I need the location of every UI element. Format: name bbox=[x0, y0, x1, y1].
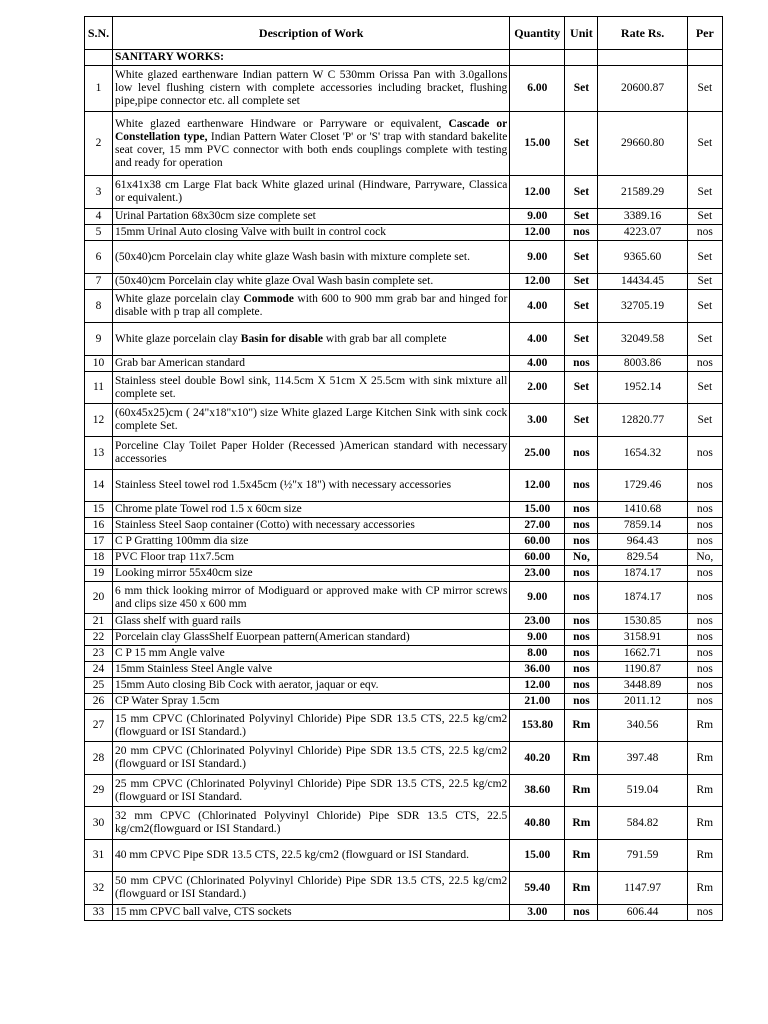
table-row bbox=[85, 241, 723, 274]
row-quantity: 40.20 bbox=[510, 742, 565, 775]
row-sn: 22 bbox=[85, 630, 113, 646]
row-per: nos bbox=[687, 662, 722, 678]
table-row bbox=[85, 66, 723, 112]
table-row bbox=[85, 550, 723, 566]
row-unit: nos bbox=[565, 678, 598, 694]
row-per: nos bbox=[687, 437, 722, 470]
table-row bbox=[85, 290, 723, 323]
description-text: 15mm Stainless Steel Angle valve bbox=[115, 663, 273, 675]
table-row bbox=[85, 404, 723, 437]
row-unit: Set bbox=[565, 241, 598, 274]
row-quantity: 60.00 bbox=[510, 534, 565, 550]
row-unit: Rm bbox=[565, 872, 598, 905]
description-bold-text: Cascade or Constellation type, bbox=[115, 117, 508, 143]
row-per: Set bbox=[687, 323, 722, 356]
description-text: Grab bar American standard bbox=[115, 357, 245, 369]
row-per: Set bbox=[687, 209, 722, 225]
row-sn: 33 bbox=[85, 905, 113, 921]
header-quantity: Quantity bbox=[510, 17, 565, 50]
row-description bbox=[113, 872, 510, 905]
row-per: Set bbox=[687, 241, 722, 274]
table-body bbox=[85, 50, 723, 921]
description-text: Porcelain clay GlassShelf Euorpean pattern(American standard) bbox=[115, 631, 410, 643]
description-text: Stainless steel double Bowl sink, 114.5cm X 51cm X 25.5cm with sink mixture all complete set. bbox=[115, 374, 508, 400]
header-description: Description of Work bbox=[113, 17, 510, 50]
row-description bbox=[113, 566, 510, 582]
description-text: Porceline Clay Toilet Paper Holder (Recessed )American standard with necessary accessories bbox=[115, 440, 508, 465]
row-quantity: 15.00 bbox=[510, 840, 565, 872]
row-quantity: 15.00 bbox=[510, 502, 565, 518]
description-text: Stainless Steel towel rod 1.5x45cm (½"x 18") with necessary accessories bbox=[115, 479, 452, 491]
table-row bbox=[85, 112, 723, 176]
row-quantity: 59.40 bbox=[510, 872, 565, 905]
description-text: Stainless Steel Saop container (Cotto) with necessary accessories bbox=[115, 519, 415, 531]
description-text: White glaze porcelain clay bbox=[115, 293, 244, 305]
row-quantity: 12.00 bbox=[510, 470, 565, 502]
row-rate: 519.04 bbox=[598, 775, 687, 807]
row-sn: 15 bbox=[85, 502, 113, 518]
row-rate: 1729.46 bbox=[598, 470, 687, 502]
row-description bbox=[113, 534, 510, 550]
description-text: (60x45x25)cm ( 24"x18"x10") size White glazed Large Kitchen Sink with sink cock complete Set. bbox=[115, 407, 508, 432]
row-per: Set bbox=[687, 290, 722, 323]
table-row bbox=[85, 662, 723, 678]
description-text: 15mm Auto closing Bib Cock with aerator, jaquar or eqv. bbox=[115, 679, 379, 691]
description-text: (50x40)cm Porcelain clay white glaze Wash basin with mixture complete set. bbox=[115, 250, 470, 263]
row-per: Rm bbox=[687, 840, 722, 872]
table-row bbox=[85, 905, 723, 921]
row-rate: 8003.86 bbox=[598, 356, 687, 372]
row-rate: 9365.60 bbox=[598, 241, 687, 274]
row-sn: 25 bbox=[85, 678, 113, 694]
description-bold-text: Commode bbox=[243, 293, 294, 305]
row-per: Rm bbox=[687, 742, 722, 775]
row-unit: nos bbox=[565, 518, 598, 534]
description-text: Urinal Partation 68x30cm size complete set bbox=[115, 210, 316, 222]
row-unit: nos bbox=[565, 582, 598, 614]
row-per: Set bbox=[687, 404, 722, 437]
row-description bbox=[113, 694, 510, 710]
description-text: with grab bar all complete bbox=[323, 332, 447, 345]
table-row bbox=[85, 518, 723, 534]
table-row bbox=[85, 356, 723, 372]
row-unit: Set bbox=[565, 372, 598, 404]
description-text: White glazed earthenware Hindware or Parryware or equivalent, bbox=[115, 117, 449, 130]
table-row bbox=[85, 614, 723, 630]
row-rate: 3389.16 bbox=[598, 209, 687, 225]
row-rate: 1530.85 bbox=[598, 614, 687, 630]
row-quantity: 3.00 bbox=[510, 404, 565, 437]
row-rate: 2011.12 bbox=[598, 694, 687, 710]
header-row bbox=[85, 17, 723, 50]
row-rate: 4223.07 bbox=[598, 225, 687, 241]
row-sn: 19 bbox=[85, 566, 113, 582]
row-per: Rm bbox=[687, 775, 722, 807]
row-sn: 1 bbox=[85, 66, 113, 112]
row-quantity: 12.00 bbox=[510, 678, 565, 694]
row-unit: Rm bbox=[565, 742, 598, 775]
row-description bbox=[113, 241, 510, 274]
table-row bbox=[85, 582, 723, 614]
row-rate: 1952.14 bbox=[598, 372, 687, 404]
row-sn: 18 bbox=[85, 550, 113, 566]
description-text: (50x40)cm Porcelain clay white glaze Oval Wash basin complete set. bbox=[115, 275, 434, 287]
row-per: Rm bbox=[687, 710, 722, 742]
row-rate: 1874.17 bbox=[598, 582, 687, 614]
row-quantity: 23.00 bbox=[510, 566, 565, 582]
row-unit: Set bbox=[565, 66, 598, 112]
row-unit: Rm bbox=[565, 840, 598, 872]
table-row bbox=[85, 694, 723, 710]
row-sn: 10 bbox=[85, 356, 113, 372]
header-per: Per bbox=[687, 17, 722, 50]
row-unit: nos bbox=[565, 356, 598, 372]
row-per: nos bbox=[687, 518, 722, 534]
row-unit: Rm bbox=[565, 807, 598, 840]
row-description bbox=[113, 323, 510, 356]
row-description bbox=[113, 550, 510, 566]
row-unit: Set bbox=[565, 290, 598, 323]
row-per: nos bbox=[687, 646, 722, 662]
row-sn: 27 bbox=[85, 710, 113, 742]
row-sn: 17 bbox=[85, 534, 113, 550]
table-header bbox=[85, 17, 723, 50]
row-sn: 32 bbox=[85, 872, 113, 905]
row-unit: No, bbox=[565, 550, 598, 566]
row-sn: 23 bbox=[85, 646, 113, 662]
row-unit: nos bbox=[565, 437, 598, 470]
row-description bbox=[113, 710, 510, 742]
description-text: 15mm Urinal Auto closing Valve with built in control cock bbox=[115, 226, 386, 238]
description-text: Chrome plate Towel rod 1.5 x 60cm size bbox=[115, 503, 302, 515]
row-description bbox=[113, 775, 510, 807]
row-description bbox=[113, 614, 510, 630]
table-row bbox=[85, 678, 723, 694]
row-description bbox=[113, 742, 510, 775]
row-sn: 14 bbox=[85, 470, 113, 502]
row-per: Set bbox=[687, 66, 722, 112]
row-per: nos bbox=[687, 614, 722, 630]
row-description bbox=[113, 176, 510, 209]
row-rate: 1654.32 bbox=[598, 437, 687, 470]
row-sn: 16 bbox=[85, 518, 113, 534]
header-sn: S.N. bbox=[85, 17, 113, 50]
row-sn: 28 bbox=[85, 742, 113, 775]
row-quantity: 153.80 bbox=[510, 710, 565, 742]
description-text: 15 mm CPVC ball valve, CTS sockets bbox=[115, 906, 292, 918]
row-unit: nos bbox=[565, 534, 598, 550]
row-per: nos bbox=[687, 694, 722, 710]
row-description bbox=[113, 582, 510, 614]
row-quantity: 23.00 bbox=[510, 614, 565, 630]
row-quantity: 4.00 bbox=[510, 323, 565, 356]
row-quantity: 4.00 bbox=[510, 356, 565, 372]
row-quantity: 4.00 bbox=[510, 290, 565, 323]
row-per: nos bbox=[687, 534, 722, 550]
row-unit: Set bbox=[565, 209, 598, 225]
table-row bbox=[85, 775, 723, 807]
row-sn: 13 bbox=[85, 437, 113, 470]
row-unit: nos bbox=[565, 225, 598, 241]
row-per: Set bbox=[687, 176, 722, 209]
description-text: 61x41x38 cm Large Flat back White glazed urinal (Hindware, Parryware, Classica or equivalent.) bbox=[115, 179, 508, 204]
row-per: nos bbox=[687, 356, 722, 372]
row-rate: 791.59 bbox=[598, 840, 687, 872]
row-quantity: 9.00 bbox=[510, 630, 565, 646]
description-text: 50 mm CPVC (Chlorinated Polyvinyl Chloride) Pipe SDR 13.5 CTS, 22.5 kg/cm2 (flowguard or ISI Standard.) bbox=[115, 875, 508, 900]
row-quantity: 15.00 bbox=[510, 112, 565, 176]
row-rate: 964.43 bbox=[598, 534, 687, 550]
row-unit: nos bbox=[565, 566, 598, 582]
description-text: 20 mm CPVC (Chlorinated Polyvinyl Chloride) Pipe SDR 13.5 CTS, 22.5 kg/cm2 (flowguard or ISI Standard.) bbox=[115, 745, 508, 770]
row-per: Set bbox=[687, 274, 722, 290]
row-unit: Set bbox=[565, 404, 598, 437]
description-text: 6 mm thick looking mirror of Modiguard or approved make with CP mirror screws and clips size 450 x 600 mm bbox=[115, 584, 508, 610]
description-text: White glaze porcelain clay bbox=[115, 332, 241, 345]
row-description bbox=[113, 372, 510, 404]
row-per: nos bbox=[687, 566, 722, 582]
row-rate: 340.56 bbox=[598, 710, 687, 742]
row-sn: 12 bbox=[85, 404, 113, 437]
section-qty-cell bbox=[510, 50, 565, 66]
row-description bbox=[113, 225, 510, 241]
row-description bbox=[113, 470, 510, 502]
row-description bbox=[113, 66, 510, 112]
row-per: Set bbox=[687, 112, 722, 176]
row-sn: 30 bbox=[85, 807, 113, 840]
row-rate: 7859.14 bbox=[598, 518, 687, 534]
description-text: C P Gratting 100mm dia size bbox=[115, 535, 249, 547]
section-unit-cell bbox=[565, 50, 598, 66]
row-unit: nos bbox=[565, 470, 598, 502]
row-rate: 29660.80 bbox=[598, 112, 687, 176]
row-sn: 11 bbox=[85, 372, 113, 404]
row-rate: 829.54 bbox=[598, 550, 687, 566]
bill-of-quantities-table bbox=[84, 16, 723, 921]
row-unit: nos bbox=[565, 646, 598, 662]
table-row bbox=[85, 872, 723, 905]
row-rate: 20600.87 bbox=[598, 66, 687, 112]
row-per: nos bbox=[687, 905, 722, 921]
table-row bbox=[85, 566, 723, 582]
row-sn: 3 bbox=[85, 176, 113, 209]
row-rate: 1147.97 bbox=[598, 872, 687, 905]
row-rate: 397.48 bbox=[598, 742, 687, 775]
row-unit: nos bbox=[565, 694, 598, 710]
table-row bbox=[85, 274, 723, 290]
row-description bbox=[113, 646, 510, 662]
table-row bbox=[85, 437, 723, 470]
row-per: nos bbox=[687, 502, 722, 518]
table-row bbox=[85, 646, 723, 662]
section-title: SANITARY WORKS: bbox=[113, 50, 510, 66]
row-unit: nos bbox=[565, 905, 598, 921]
row-quantity: 3.00 bbox=[510, 905, 565, 921]
row-sn: 26 bbox=[85, 694, 113, 710]
row-description bbox=[113, 112, 510, 176]
row-quantity: 2.00 bbox=[510, 372, 565, 404]
row-unit: Rm bbox=[565, 710, 598, 742]
table-row bbox=[85, 209, 723, 225]
row-rate: 12820.77 bbox=[598, 404, 687, 437]
description-text: Looking mirror 55x40cm size bbox=[115, 567, 253, 579]
row-description bbox=[113, 518, 510, 534]
row-sn: 8 bbox=[85, 290, 113, 323]
row-rate: 32049.58 bbox=[598, 323, 687, 356]
row-quantity: 38.60 bbox=[510, 775, 565, 807]
row-per: No, bbox=[687, 550, 722, 566]
description-text: Indian Pattern Water Closet 'P' or 'S' trap with standard bakelite seat cover, 15 mm PVC connector with both ends couplings complete with testing and ready for operation bbox=[115, 130, 508, 169]
table-row bbox=[85, 176, 723, 209]
row-quantity: 25.00 bbox=[510, 437, 565, 470]
row-sn: 29 bbox=[85, 775, 113, 807]
row-quantity: 27.00 bbox=[510, 518, 565, 534]
table-row bbox=[85, 470, 723, 502]
row-description bbox=[113, 840, 510, 872]
section-row bbox=[85, 50, 723, 66]
row-quantity: 8.00 bbox=[510, 646, 565, 662]
row-sn: 9 bbox=[85, 323, 113, 356]
description-text: 40 mm CPVC Pipe SDR 13.5 CTS, 22.5 kg/cm2 (flowguard or ISI Standard. bbox=[115, 849, 469, 861]
description-text: Glass shelf with guard rails bbox=[115, 615, 241, 627]
row-description bbox=[113, 807, 510, 840]
row-quantity: 21.00 bbox=[510, 694, 565, 710]
table-row bbox=[85, 807, 723, 840]
row-description bbox=[113, 630, 510, 646]
row-per: nos bbox=[687, 678, 722, 694]
row-sn: 20 bbox=[85, 582, 113, 614]
row-quantity: 36.00 bbox=[510, 662, 565, 678]
row-unit: nos bbox=[565, 662, 598, 678]
description-text: PVC Floor trap 11x7.5cm bbox=[115, 551, 235, 563]
row-sn: 2 bbox=[85, 112, 113, 176]
row-description bbox=[113, 404, 510, 437]
row-rate: 3448.89 bbox=[598, 678, 687, 694]
row-unit: Rm bbox=[565, 775, 598, 807]
description-text: 15 mm CPVC (Chlorinated Polyvinyl Chloride) Pipe SDR 13.5 CTS, 22.5 kg/cm2 (flowguard or ISI Standard.) bbox=[115, 712, 508, 738]
row-per: Rm bbox=[687, 872, 722, 905]
section-rate-cell bbox=[598, 50, 687, 66]
table-row bbox=[85, 372, 723, 404]
row-quantity: 9.00 bbox=[510, 209, 565, 225]
row-description bbox=[113, 678, 510, 694]
row-quantity: 12.00 bbox=[510, 274, 565, 290]
row-description bbox=[113, 356, 510, 372]
description-text: with 600 to 900 mm grab bar and hinged for disable with p trap all complete. bbox=[115, 293, 508, 318]
row-description bbox=[113, 290, 510, 323]
section-per-cell bbox=[687, 50, 722, 66]
row-rate: 1874.17 bbox=[598, 566, 687, 582]
row-rate: 606.44 bbox=[598, 905, 687, 921]
row-description bbox=[113, 502, 510, 518]
row-per: nos bbox=[687, 470, 722, 502]
row-description bbox=[113, 209, 510, 225]
row-sn: 4 bbox=[85, 209, 113, 225]
row-description bbox=[113, 662, 510, 678]
table-row bbox=[85, 630, 723, 646]
table-row bbox=[85, 323, 723, 356]
description-text: C P 15 mm Angle valve bbox=[115, 647, 225, 659]
row-unit: nos bbox=[565, 630, 598, 646]
row-sn: 7 bbox=[85, 274, 113, 290]
row-rate: 3158.91 bbox=[598, 630, 687, 646]
row-unit: Set bbox=[565, 176, 598, 209]
description-text: 25 mm CPVC (Chlorinated Polyvinyl Chloride) Pipe SDR 13.5 CTS, 22.5 kg/cm2 (flowguard or ISI Standard. bbox=[115, 777, 508, 803]
table-row bbox=[85, 742, 723, 775]
table-row bbox=[85, 534, 723, 550]
row-rate: 1410.68 bbox=[598, 502, 687, 518]
table-row bbox=[85, 225, 723, 241]
table-row bbox=[85, 710, 723, 742]
row-per: Rm bbox=[687, 807, 722, 840]
row-per: nos bbox=[687, 582, 722, 614]
table-row bbox=[85, 502, 723, 518]
row-rate: 1190.87 bbox=[598, 662, 687, 678]
row-per: nos bbox=[687, 630, 722, 646]
row-sn: 6 bbox=[85, 241, 113, 274]
row-sn: 5 bbox=[85, 225, 113, 241]
row-sn: 21 bbox=[85, 614, 113, 630]
row-unit: Set bbox=[565, 323, 598, 356]
row-rate: 1662.71 bbox=[598, 646, 687, 662]
row-per: Set bbox=[687, 372, 722, 404]
row-unit: Set bbox=[565, 112, 598, 176]
row-description bbox=[113, 274, 510, 290]
row-rate: 584.82 bbox=[598, 807, 687, 840]
row-quantity: 9.00 bbox=[510, 582, 565, 614]
row-rate: 21589.29 bbox=[598, 176, 687, 209]
row-quantity: 60.00 bbox=[510, 550, 565, 566]
row-sn: 31 bbox=[85, 840, 113, 872]
section-sn-cell bbox=[85, 50, 113, 66]
row-unit: nos bbox=[565, 502, 598, 518]
row-quantity: 9.00 bbox=[510, 241, 565, 274]
row-description bbox=[113, 905, 510, 921]
header-rate: Rate Rs. bbox=[598, 17, 687, 50]
header-unit: Unit bbox=[565, 17, 598, 50]
row-rate: 32705.19 bbox=[598, 290, 687, 323]
description-text: 32 mm CPVC (Chlorinated Polyvinyl Chloride) Pipe SDR 13.5 CTS, 22.5 kg/cm2(flowguard or ISI Standard.) bbox=[115, 810, 508, 835]
description-text: White glazed earthenware Indian pattern W C 530mm Orissa Pan with 3.0gallons low level flushing cistern with complete accessories including bracket, flushing pipe,pipe connector etc. all complete set bbox=[115, 69, 508, 107]
row-unit: nos bbox=[565, 614, 598, 630]
row-rate: 14434.45 bbox=[598, 274, 687, 290]
row-quantity: 12.00 bbox=[510, 225, 565, 241]
row-quantity: 40.80 bbox=[510, 807, 565, 840]
row-sn: 24 bbox=[85, 662, 113, 678]
row-description bbox=[113, 437, 510, 470]
description-bold-text: Basin for disable bbox=[240, 332, 324, 345]
row-unit: Set bbox=[565, 274, 598, 290]
row-per: nos bbox=[687, 225, 722, 241]
table-row bbox=[85, 840, 723, 872]
row-quantity: 12.00 bbox=[510, 176, 565, 209]
row-quantity: 6.00 bbox=[510, 66, 565, 112]
description-text: CP Water Spray 1.5cm bbox=[115, 695, 220, 707]
